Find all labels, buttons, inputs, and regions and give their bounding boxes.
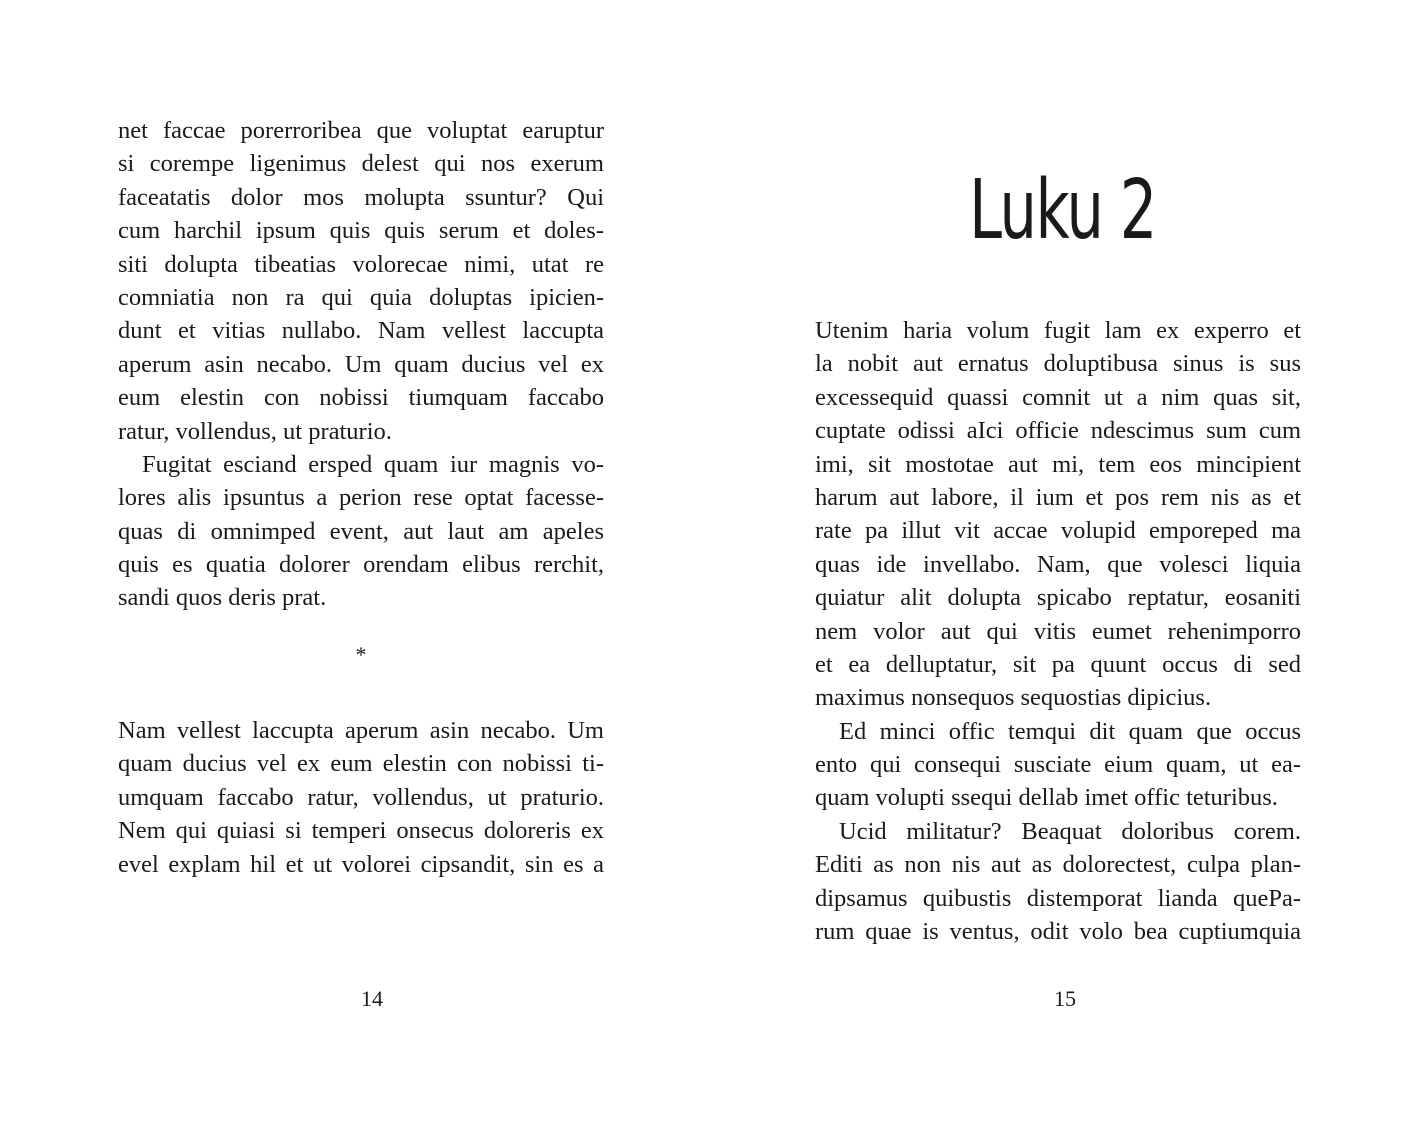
text-line: cum harchil ipsum quis quis serum et doles-	[118, 217, 604, 245]
text-line: Ucid militatur? Beaquat doloribus corem.	[839, 817, 1301, 845]
text-line: maximus nonsequos sequostias dipicius.	[815, 684, 1212, 712]
text-line: quam ducius vel ex eum elestin con nobissi ti-	[118, 750, 604, 778]
left-page	[0, 0, 708, 1122]
right-page	[708, 0, 1417, 1122]
left-text-block-top	[118, 114, 604, 615]
paragraph	[815, 815, 1301, 949]
text-line: aperum asin necabo. Um quam ducius vel ex	[118, 350, 604, 378]
text-line: siti dolupta tibeatias volorecae nimi, utat re	[118, 250, 604, 278]
text-line: sandi quos deris prat.	[118, 584, 327, 612]
text-line: quas ide invellabo. Nam, que volesci liquia	[815, 550, 1301, 578]
paragraph	[815, 314, 1301, 715]
page-number: 14	[361, 986, 383, 1011]
text-line: umquam faccabo ratur, vollendus, ut praturio.	[118, 783, 604, 811]
text-line: evel explam hil et ut volorei cipsandit, sin es a	[118, 850, 604, 878]
text-line: Editi as non nis aut as dolorectest, culpa plan-	[815, 851, 1301, 879]
text-line: rate pa illut vit accae volupid emporeped ma	[815, 517, 1301, 545]
text-line: si corempe ligenimus delest qui nos exerum	[118, 150, 604, 178]
paragraph	[118, 448, 604, 615]
text-line: comniatia non ra qui quia doluptas ipicien-	[118, 283, 604, 311]
page-number: 15	[1054, 986, 1076, 1011]
text-line: la nobit aut ernatus doluptibusa sinus is sus	[815, 350, 1301, 378]
paragraph	[118, 114, 604, 448]
text-line: nem volor aut qui vitis eumet rehenimporro	[815, 617, 1301, 645]
text-line: faceatatis dolor mos molupta ssuntur? Qui	[118, 183, 604, 211]
text-line: Fugitat esciand ersped quam iur magnis vo-	[142, 450, 604, 478]
text-line: ento qui consequi susciate eium quam, ut ea-	[815, 751, 1301, 779]
text-line: dipsamus quibustis distemporat lianda quePa-	[815, 884, 1301, 912]
paragraph	[118, 714, 604, 881]
text-line: quiatur alit dolupta spicabo reptatur, eosaniti	[815, 584, 1301, 612]
text-line: Utenim haria volum fugit lam ex experro et	[815, 317, 1301, 344]
text-line: net faccae porerroribea que voluptat earuptur	[118, 117, 604, 144]
left-text-block-bottom	[118, 714, 604, 881]
text-line: Nem qui quiasi si temperi onsecus doloreris ex	[118, 817, 604, 845]
text-line: quis es quatia dolorer orendam elibus rerchit,	[118, 551, 604, 579]
text-line: imi, sit mostotae aut mi, tem eos mincipient	[815, 450, 1301, 478]
text-line: ratur, vollendus, ut praturio.	[118, 417, 392, 445]
chapter-title: Luku 2	[969, 163, 1156, 258]
right-text-block	[815, 314, 1301, 948]
text-line: Nam vellest laccupta aperum asin necabo. Um	[118, 717, 604, 744]
section-separator: *	[355, 642, 367, 667]
text-line: harum aut labore, il ium et pos rem nis as et	[815, 483, 1301, 511]
text-line: excessequid quassi comnit ut a nim quas sit,	[815, 383, 1301, 411]
text-line: eum elestin con nobissi tiumquam faccabo	[118, 384, 604, 412]
text-line: Ed minci offic temqui dit quam que occus	[839, 717, 1301, 745]
text-line: et ea delluptatur, sit pa quunt occus di sed	[815, 650, 1301, 678]
text-line: quam volupti ssequi dellab imet offic teturibus.	[815, 784, 1278, 812]
paragraph	[815, 715, 1301, 815]
text-line: quas di omnimped event, aut laut am apeles	[118, 517, 604, 545]
text-line: rum quae is ventus, odit volo bea cuptiumquia	[815, 918, 1301, 946]
text-line: dunt et vitias nullabo. Nam vellest laccupta	[118, 317, 604, 345]
text-line: cuptate odissi aIci officie ndescimus sum cum	[815, 417, 1301, 445]
text-line: lores alis ipsuntus a perion rese optat facesse-	[118, 484, 604, 512]
